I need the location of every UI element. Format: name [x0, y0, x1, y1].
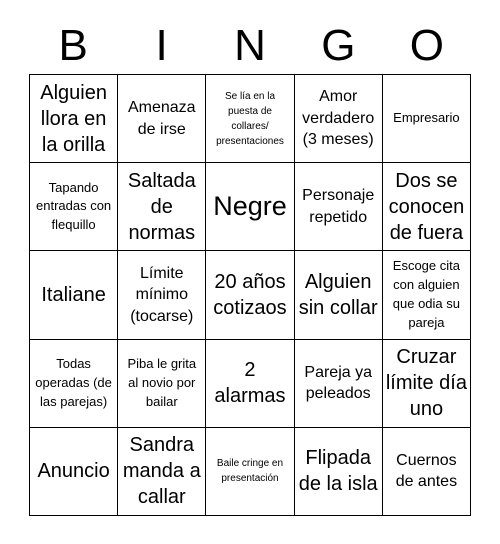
cell-text: 20 años cotizaos [213, 270, 287, 319]
bingo-cell[interactable] [118, 75, 206, 163]
bingo-cell[interactable] [118, 251, 206, 339]
cell-text: Piba le grita al novio por bailar [127, 355, 197, 409]
cell-text: 2 alarmas [214, 359, 286, 408]
bingo-cell[interactable] [30, 428, 118, 516]
cell-text: Sandra manda a callar [122, 434, 201, 509]
bingo-cell[interactable] [383, 163, 471, 251]
bingo-cell[interactable] [295, 428, 383, 516]
cell-text: Pareja ya peleados [304, 363, 372, 403]
cell-text: Anuncio [37, 460, 110, 483]
bingo-cell[interactable] [30, 251, 118, 339]
bingo-cell[interactable] [295, 75, 383, 163]
cell-text: Dos se conocen de fuera [388, 169, 465, 244]
header-letter-g: G [321, 21, 356, 70]
cell-text: Baile cringe en presentación [216, 458, 284, 485]
header-letter-b: B [58, 21, 88, 70]
bingo-cell[interactable] [383, 340, 471, 428]
bingo-cell[interactable] [383, 251, 471, 339]
cell-text: Saltada de normas [127, 169, 196, 244]
header-letter-i: I [155, 21, 168, 70]
header-letter-n: N [234, 21, 266, 70]
cell-text: Escoge cita con alguien que odia su pareja [392, 258, 460, 330]
cell-text: Todas operadas (de las parejas) [35, 355, 112, 409]
cell-text: Amenaza de irse [127, 99, 196, 138]
cell-text: Personaje repetido [302, 187, 375, 226]
bingo-cell[interactable] [206, 75, 294, 163]
bingo-cell[interactable] [30, 340, 118, 428]
cell-text: Italiane [41, 283, 106, 306]
cell-text: Cuernos de antes [395, 451, 458, 491]
bingo-cell[interactable] [295, 163, 383, 251]
bingo-cell[interactable] [30, 163, 118, 251]
cell-text: Alguien sin collar [298, 270, 378, 319]
bingo-cell[interactable] [295, 340, 383, 428]
bingo-cell[interactable] [118, 163, 206, 251]
bingo-cell[interactable] [295, 251, 383, 339]
cell-text: Cruzar límite día uno [385, 346, 467, 421]
cell-text: Límite mínimo (tocarse) [130, 264, 194, 325]
cell-text: Se lía en la puesta de collares/ presentaciones [216, 90, 284, 147]
bingo-cell[interactable] [30, 75, 118, 163]
bingo-cell[interactable] [206, 251, 294, 339]
bingo-board [29, 74, 471, 516]
bingo-header [29, 18, 471, 74]
bingo-cell[interactable] [383, 75, 471, 163]
cell-text: Alguien llora en la orilla [40, 81, 107, 156]
bingo-cell[interactable] [118, 428, 206, 516]
cell-text: Negre [213, 191, 287, 222]
bingo-cell[interactable] [118, 340, 206, 428]
bingo-cell[interactable] [206, 163, 294, 251]
bingo-cell[interactable] [206, 428, 294, 516]
cell-text: Empresario [393, 110, 460, 126]
cell-text: Tapando entradas con flequillo [36, 179, 112, 233]
bingo-cell[interactable] [206, 340, 294, 428]
cell-text: Amor verdadero (3 meses) [302, 88, 375, 149]
cell-text: Flipada de la isla [298, 447, 378, 496]
header-letter-o: O [409, 21, 444, 70]
bingo-cell[interactable] [383, 428, 471, 516]
